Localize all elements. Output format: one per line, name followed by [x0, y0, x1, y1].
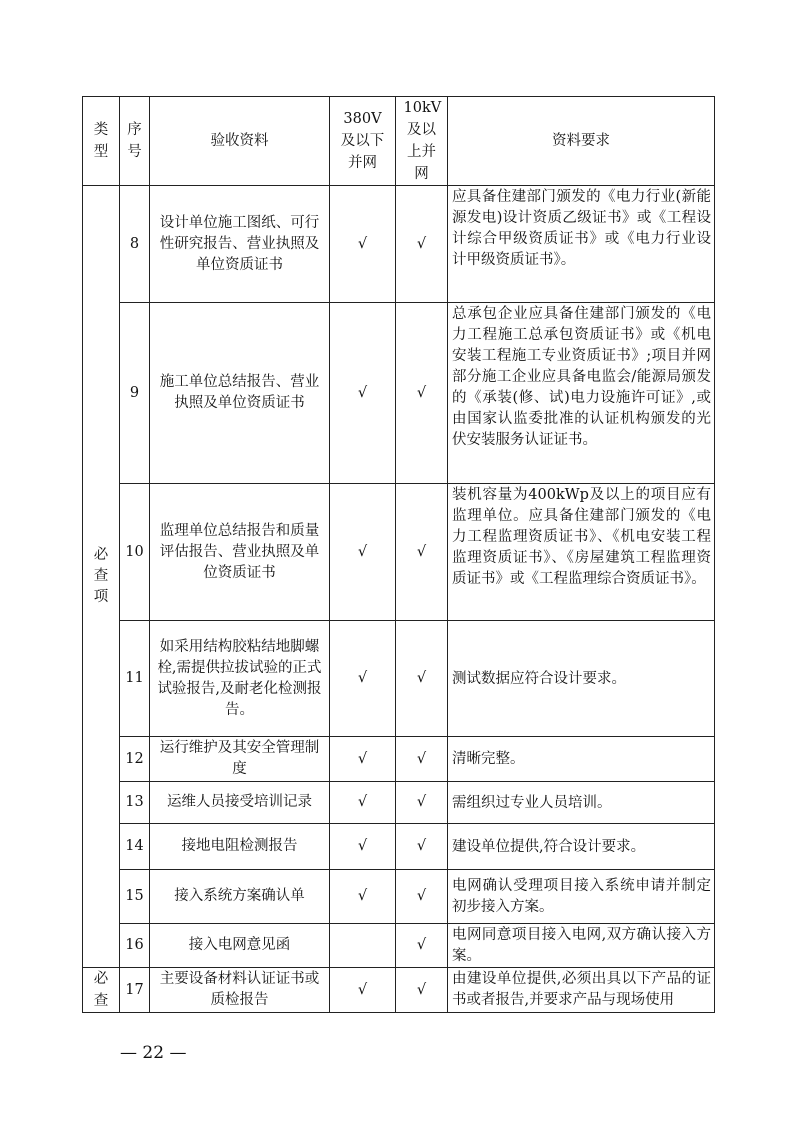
row-requirement: 建设单位提供,符合设计要求。: [448, 824, 715, 870]
group-cell-required: 必查项: [83, 186, 120, 968]
table-row: [83, 824, 715, 870]
check-380v: √: [330, 737, 396, 782]
table-row: [83, 621, 715, 737]
check-380v: [330, 924, 396, 968]
row-material: 监理单位总结报告和质量评估报告、营业执照及单位资质证书: [150, 484, 330, 621]
row-requirement: 测试数据应符合设计要求。: [448, 621, 715, 737]
header-material: 验收资料: [150, 97, 330, 186]
check-10kv: √: [396, 782, 448, 824]
table-row: [83, 303, 715, 484]
header-type: 类型: [83, 97, 120, 186]
check-10kv: √: [396, 870, 448, 924]
check-380v: √: [330, 782, 396, 824]
row-material: 设计单位施工图纸、可行性研究报告、营业执照及单位资质证书: [150, 186, 330, 303]
row-seq: 14: [120, 824, 150, 870]
check-380v: √: [330, 870, 396, 924]
check-380v: √: [330, 824, 396, 870]
row-requirement: 装机容量为400kWp及以上的项目应有监理单位。应具备住建部门颁发的《电力工程监理资质证书》、《机电安装工程监理资质证书》、《房屋建筑工程监理资质证书》或《工程监理综合资质证书》。: [448, 484, 715, 621]
row-material: 主要设备材料认证证书或质检报告: [150, 968, 330, 1013]
row-material: 接入电网意见函: [150, 924, 330, 968]
header-10kv: 10kV及以上并网: [396, 97, 448, 186]
row-requirement: 由建设单位提供,必须出具以下产品的证书或者报告,并要求产品与现场使用: [448, 968, 715, 1013]
check-10kv: √: [396, 968, 448, 1013]
row-requirement: 清晰完整。: [448, 737, 715, 782]
check-10kv: √: [396, 924, 448, 968]
table-header-row: [83, 97, 715, 186]
row-requirement: 需组织过专业人员培训。: [448, 782, 715, 824]
check-10kv: √: [396, 737, 448, 782]
check-10kv: √: [396, 824, 448, 870]
row-seq: 13: [120, 782, 150, 824]
row-seq: 17: [120, 968, 150, 1013]
row-material: 施工单位总结报告、营业执照及单位资质证书: [150, 303, 330, 484]
table-row: [83, 484, 715, 621]
row-seq: 10: [120, 484, 150, 621]
row-requirement: 总承包企业应具备住建部门颁发的《电力工程施工总承包资质证书》或《机电安装工程施工专业资质证书》;项目并网部分施工企业应具备电监会/能源局颁发的《承装(修、试)电力设施许可证》,或由国家认监委批准的认证机构颁发的光伏安装服务认证证书。: [448, 303, 715, 484]
row-material: 接入系统方案确认单: [150, 870, 330, 924]
row-material: 运维人员接受培训记录: [150, 782, 330, 824]
table-row: [83, 968, 715, 1013]
table-row: [83, 924, 715, 968]
row-requirement: 应具备住建部门颁发的《电力行业(新能源发电)设计资质乙级证书》或《工程设计综合甲级资质证书》或《电力行业设计甲级资质证书》。: [448, 186, 715, 303]
check-380v: √: [330, 303, 396, 484]
header-380v: 380V 及以下并网: [330, 97, 396, 186]
row-seq: 12: [120, 737, 150, 782]
header-requirement: 资料要求: [448, 97, 715, 186]
check-10kv: √: [396, 303, 448, 484]
row-seq: 15: [120, 870, 150, 924]
row-seq: 16: [120, 924, 150, 968]
page-number: — 22 —: [120, 1043, 187, 1063]
check-10kv: √: [396, 484, 448, 621]
check-380v: √: [330, 186, 396, 303]
table-row: [83, 782, 715, 824]
check-10kv: √: [396, 621, 448, 737]
check-10kv: √: [396, 186, 448, 303]
row-seq: 8: [120, 186, 150, 303]
check-380v: √: [330, 484, 396, 621]
row-seq: 9: [120, 303, 150, 484]
row-material: 运行维护及其安全管理制度: [150, 737, 330, 782]
acceptance-materials-table: [82, 96, 715, 1013]
table-row: [83, 186, 715, 303]
row-material: 接地电阻检测报告: [150, 824, 330, 870]
row-requirement: 电网确认受理项目接入系统申请并制定初步接入方案。: [448, 870, 715, 924]
table-row: [83, 737, 715, 782]
header-seq: 序号: [120, 97, 150, 186]
check-380v: √: [330, 621, 396, 737]
table-row: [83, 870, 715, 924]
row-requirement: 电网同意项目接入电网,双方确认接入方案。: [448, 924, 715, 968]
row-seq: 11: [120, 621, 150, 737]
group-cell-required-continued: 必查: [83, 968, 120, 1013]
check-380v: √: [330, 968, 396, 1013]
row-material: 如采用结构胶粘结地脚螺栓,需提供拉拔试验的正式试验报告,及耐老化检测报告。: [150, 621, 330, 737]
